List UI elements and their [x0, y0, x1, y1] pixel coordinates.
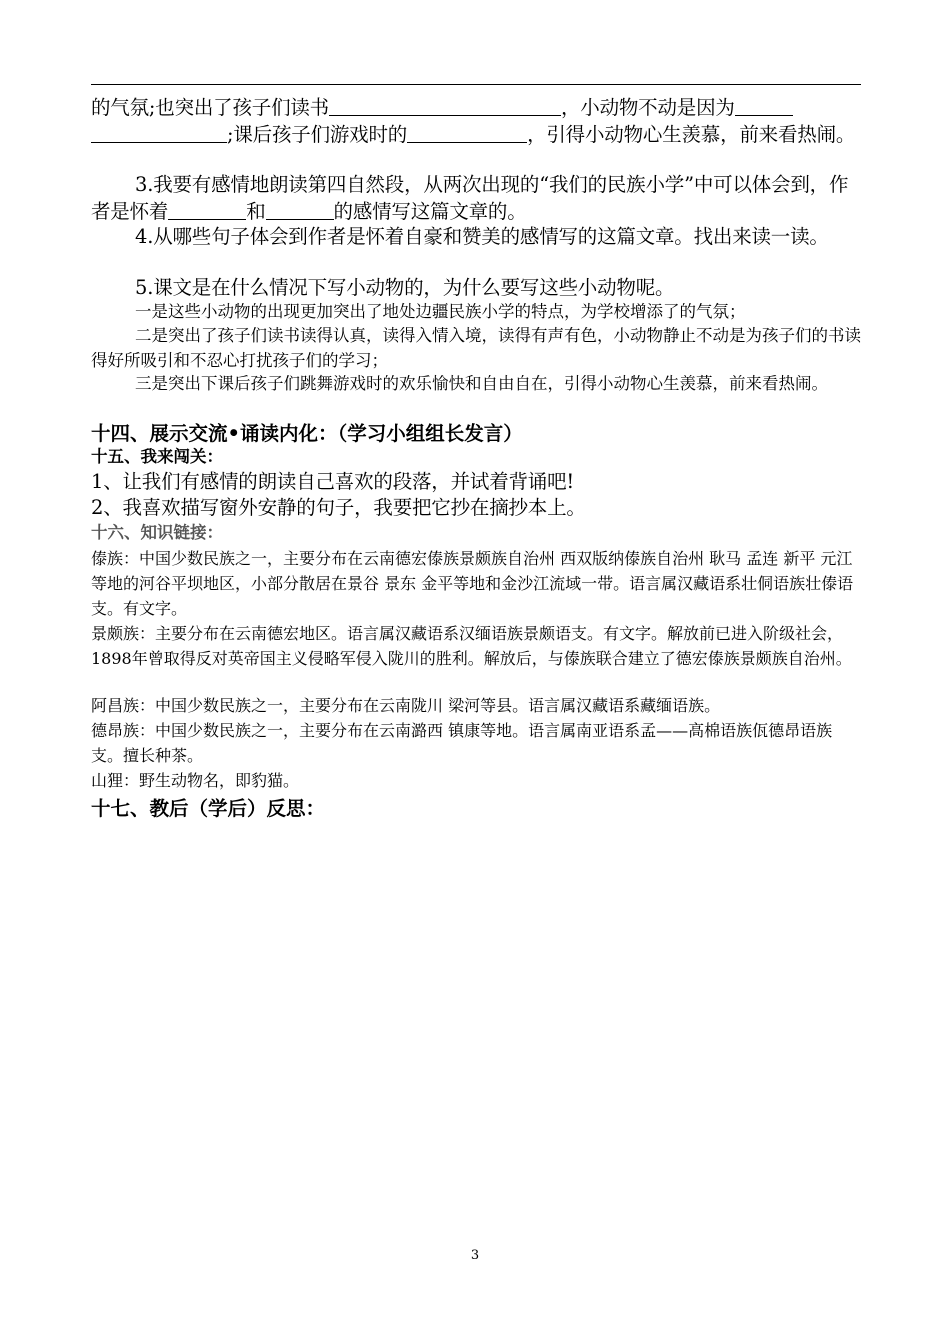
fill-in-paragraph: 的气氛;也突出了孩子们读书 ，小动物不动是因为;课后孩子们游戏时的 ，引得小动物心生羡慕，前来看热闹。 — [91, 96, 856, 146]
blank-line — [329, 96, 561, 116]
blank-line — [407, 123, 527, 143]
knowledge-achang: 阿昌族：中国少数民族之一，主要分布在云南陇川 梁河等县。语言属汉藏语系藏缅语族。 — [91, 696, 721, 715]
answer-2: 二是突出了孩子们读书读得认真，读得入情入境，读得有声有色，小动物静止不动是为孩子们的书读得好所吸引和不忍心打扰孩子们的学习； — [91, 326, 861, 370]
task-2: 2、我喜欢描写窗外安静的句子，我要把它抄在摘抄本上。 — [91, 496, 586, 519]
blank-line — [735, 96, 793, 116]
knowledge-deang: 德昂族：中国少数民族之一，主要分布在云南潞西 镇康等地。语言属南亚语系孟——高棉语族佤德昂语族支。擅长种茶。 — [91, 721, 833, 765]
task-1: 1、让我们有感情的朗读自己喜欢的段落，并试着背诵吧! — [91, 470, 575, 493]
section-14-heading: 十四、展示交流•诵读内化：（学习小组组长发言） — [91, 422, 523, 445]
section-17-heading: 十七、教后（学后）反思： — [91, 797, 326, 820]
knowledge-jingpo: 景颇族：主要分布在云南德宏地区。语言属汉藏语系汉缅语族景颇语支。有文字。解放前已进入阶级社会，1898年曾取得反对英帝国主义侵略军侵入陇川的胜利。解放后，与傣族联合建立了德宏傣族景颇族自治州。 — [91, 624, 852, 668]
knowledge-dai: 傣族：中国少数民族之一，主要分布在云南德宏傣族景颇族自治州 西双版纳傣族自治州 耿马 孟连 新平 元江等地的河谷平坝地区，小部分散居在景谷 景东 金平等地和金沙江流域一带。语言属汉藏语系壮侗语族壮傣语支。有文字。 — [91, 549, 854, 618]
page-number: 3 — [470, 1248, 480, 1263]
header-rule — [91, 84, 861, 85]
blank-line — [91, 123, 227, 143]
section-16-heading: 十六、知识链接： — [91, 523, 223, 542]
blank-line — [168, 200, 246, 220]
question-4: 4.从哪些句子体会到作者是怀着自豪和赞美的感情写的这篇文章。找出来读一读。 — [135, 225, 829, 248]
knowledge-shanli: 山狸：野生动物名，即豹猫。 — [91, 771, 300, 790]
question-5: 5.课文是在什么情况下写小动物的，为什么要写这些小动物呢。 — [135, 276, 675, 299]
answer-3: 三是突出下课后孩子们跳舞游戏时的欢乐愉快和自由自在，引得小动物心生羡慕，前来看热闹。 — [135, 374, 828, 393]
blank-line — [266, 200, 334, 220]
question-3: 3.我要有感情地朗读第四自然段，从两次出现的“我们的民族小学”中可以体会到，作者是怀着 和 的感情写这篇文章的。 — [91, 173, 849, 223]
section-15-heading: 十五、我来闯关： — [91, 447, 223, 466]
answer-1: 一是这些小动物的出现更加突出了地处边疆民族小学的特点，为学校增添了的气氛； — [135, 302, 746, 321]
